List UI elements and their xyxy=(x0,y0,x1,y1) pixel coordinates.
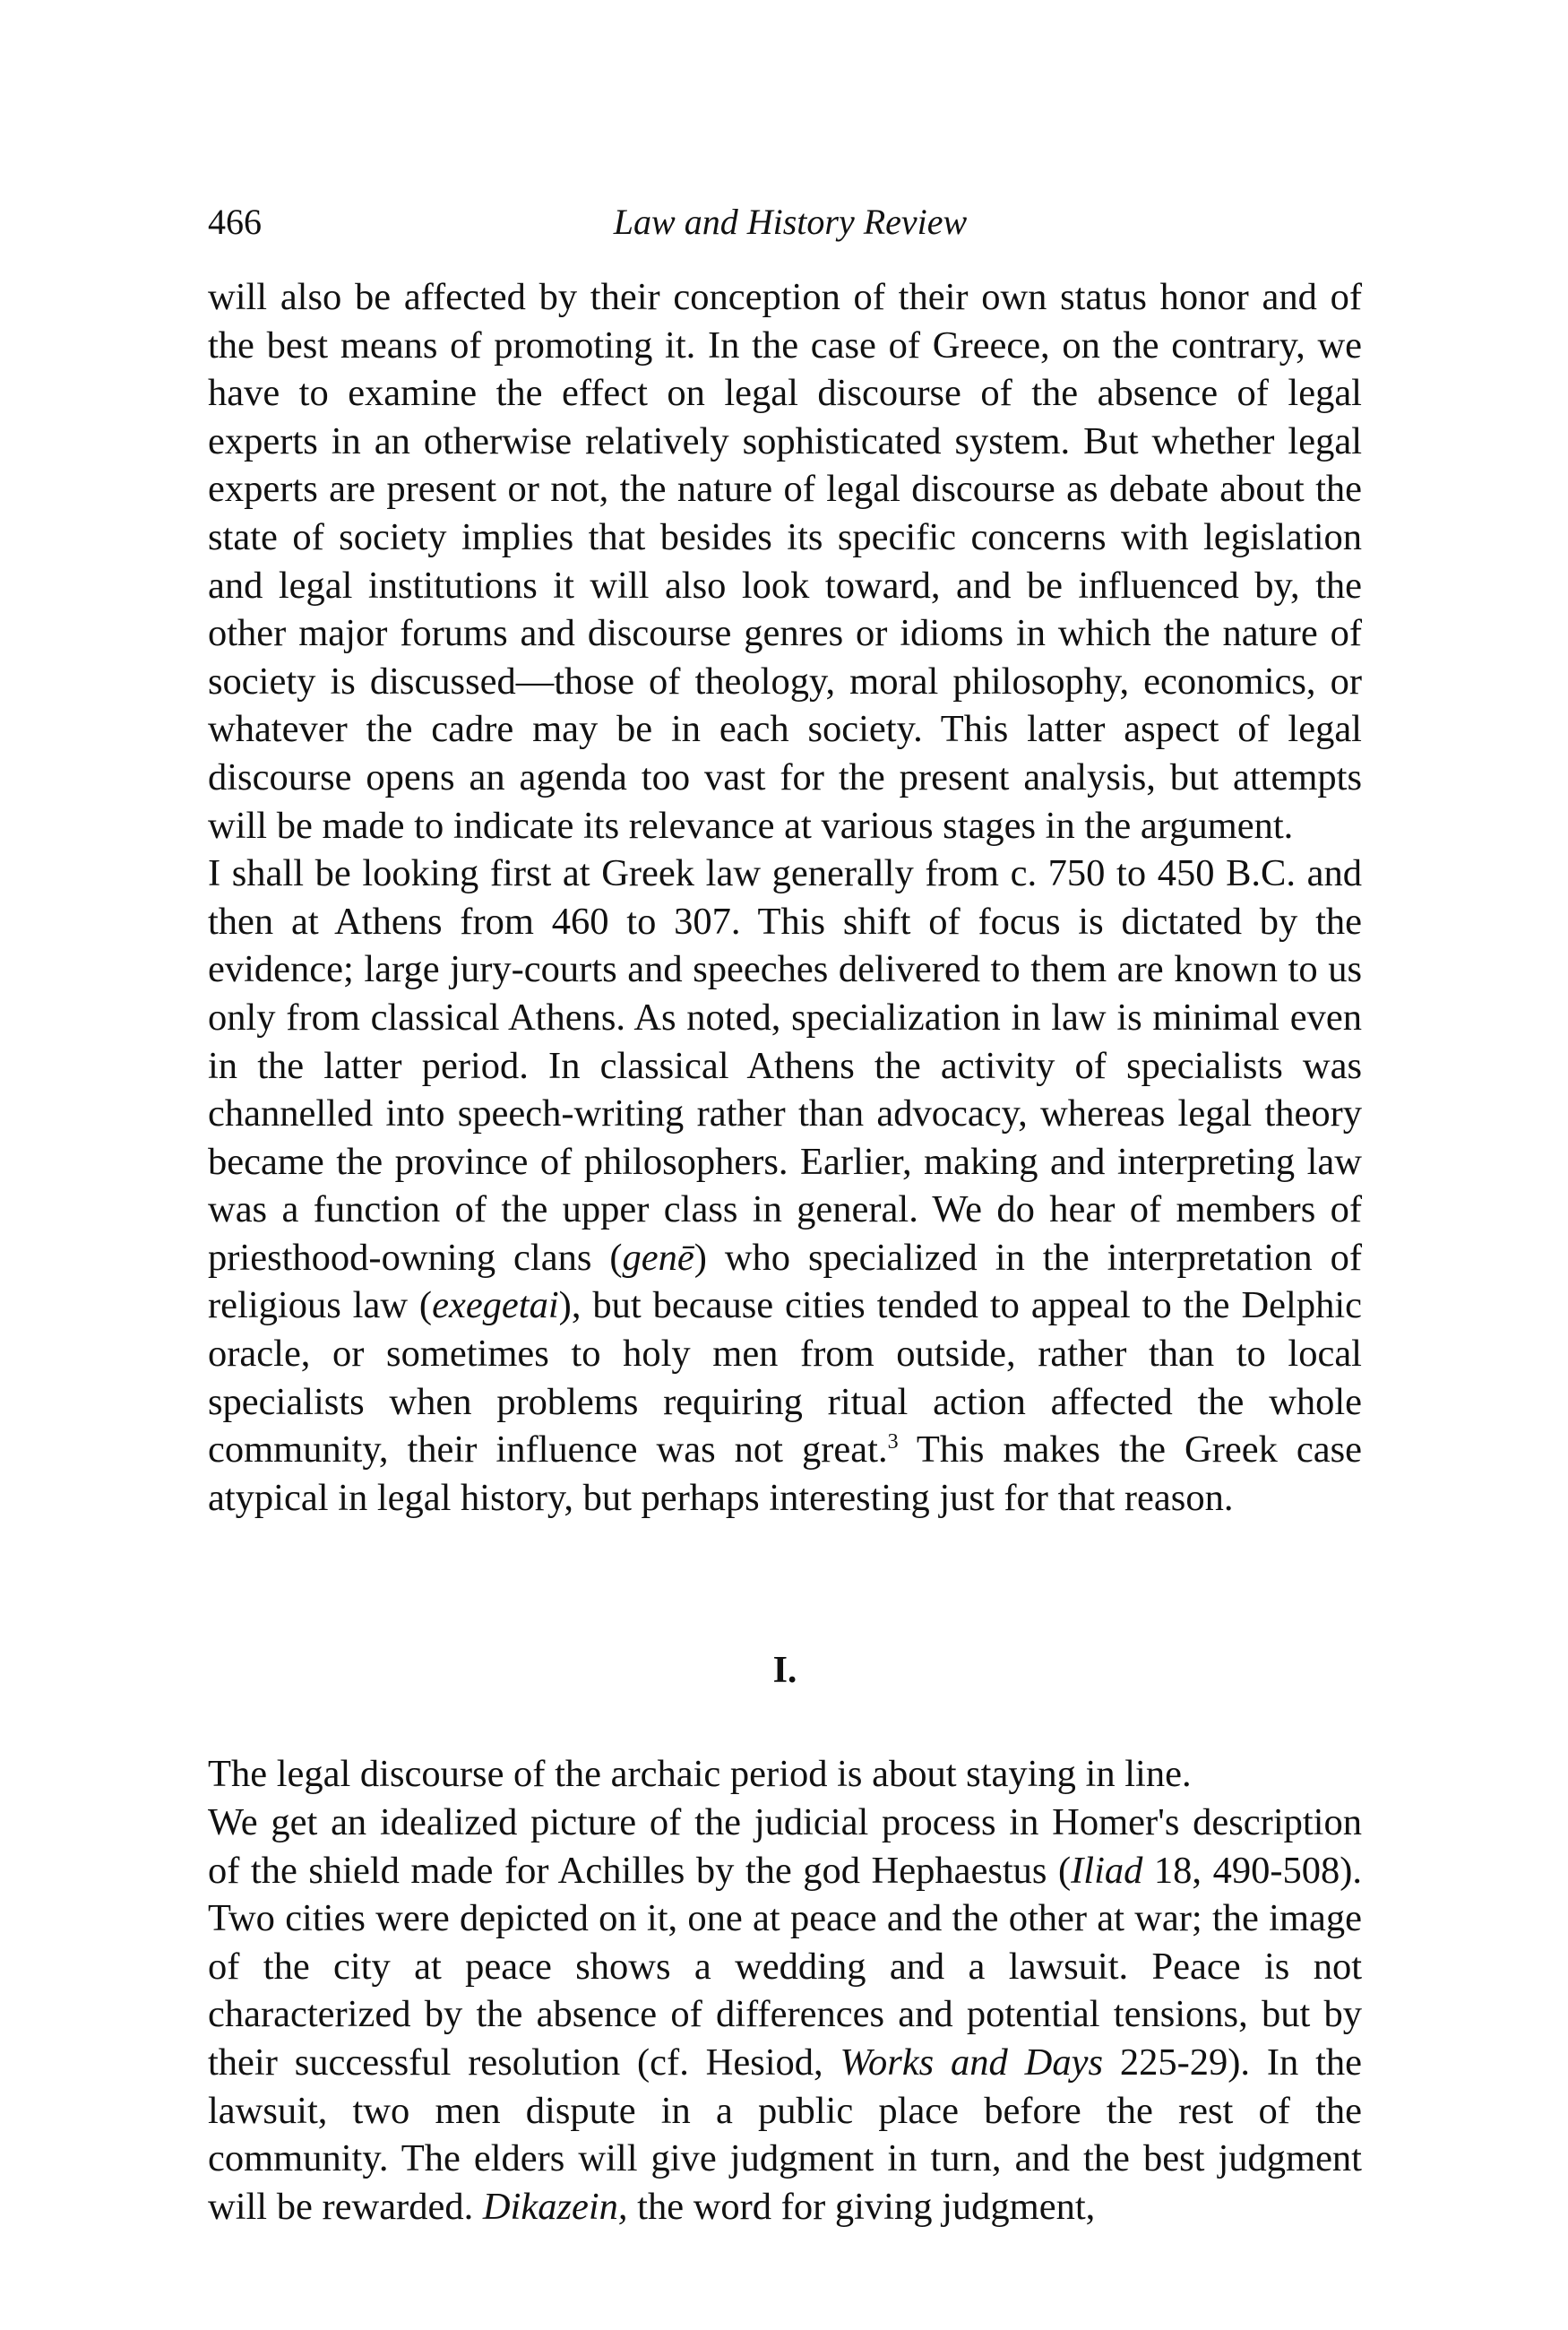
term-dikazein: Dikazein, xyxy=(482,2185,628,2228)
paragraph-2-part-4: This makes the Greek case atypical in legal history, but perhaps interesting just for that reason. xyxy=(208,1428,1362,1519)
works-and-days-title: Works and Days xyxy=(840,2041,1103,2084)
paragraph-2-part-1: I shall be looking first at Greek law generally from c. 750 to 450 B.C. and then at Athens from 460 to 307. This shift of focus is dictated by the evidence; large jury-courts and speeches delivered to them are known to us only from classical Athens. As noted, specialization in law is minimal even in the latter period. In classical Athens the activity of specialists was channelled into speech-writing rather than advocacy, whereas legal theory became the province of philosophers. Earlier, making and interpreting law was a function of the upper class in general. We do hear of members of priesthood-owning clans ( xyxy=(208,852,1362,1279)
paragraph-1-text: will also be affected by their conception of their own status honor and of the best means of promoting it. In the case of Greece, on the contrary, we have to examine the effect on legal discourse of the absence of legal experts in an otherwise relatively sophisticated system. But whether legal experts are present or not, the nature of legal discourse as debate about the state of society implies that besides its specific concerns with legislation and legal institutions it will also look toward, and be influenced by, the other major forums and discourse genres or idioms in which the nature of society is discussed—those of theology, moral philosophy, economics, or whatever the cadre may be in each society. This latter aspect of legal discourse opens an agenda too vast for the present analysis, but attempts will be made to indicate its relevance at various stages in the argument. xyxy=(208,276,1362,847)
paragraph-4-part-1: We get an idealized picture of the judicial process in Homer's description of the shield made for Achilles by the god Hephaestus ( xyxy=(208,1801,1362,1892)
paragraph-2-part-3: ), but because cities tended to appeal to the Delphic oracle, or sometimes to holy men from outside, rather than to local specialists when problems requiring ritual action affected the whole community, their influence was not great. xyxy=(208,1284,1362,1471)
page-number: 466 xyxy=(208,202,262,242)
paragraph-2 xyxy=(208,850,1362,1522)
paragraph-3-text: The legal discourse of the archaic period is about staying in line. xyxy=(208,1753,1192,1796)
paragraph-4-part-3: 225-29). In the lawsuit, two men dispute in a public place before the rest of the community. The elders will give judgment in turn, and the best judgment will be rewarded. xyxy=(208,2041,1363,2228)
running-header xyxy=(208,195,1373,249)
iliad-title: Iliad xyxy=(1071,1849,1143,1892)
paragraph-4-part-4: the word for giving judgment, xyxy=(627,2185,1096,2228)
section-heading: I. xyxy=(772,1650,797,1692)
paragraph-4 xyxy=(208,1799,1362,2231)
body-text xyxy=(208,273,1362,2231)
paragraph-1 xyxy=(208,273,1362,850)
paragraph-3 xyxy=(208,1750,1362,1799)
paragraph-2-part-2: ) who specialized in the interpretation of religious law ( xyxy=(208,1236,1362,1327)
term-gene: genē xyxy=(622,1236,694,1279)
journal-title: Law and History Review xyxy=(613,202,968,242)
term-exegetai: exegetai xyxy=(432,1284,559,1327)
paragraph-4-part-2: 18, 490-508). Two cities were depicted on it, one at peace and the other at war; the image of the city at peace shows a wedding and a lawsuit. Peace is not characterized by the absence of differences and potential tensions, but by their successful resolution (cf. Hesiod, xyxy=(208,1849,1362,2084)
footnote-reference[interactable]: 3 xyxy=(887,1430,899,1454)
